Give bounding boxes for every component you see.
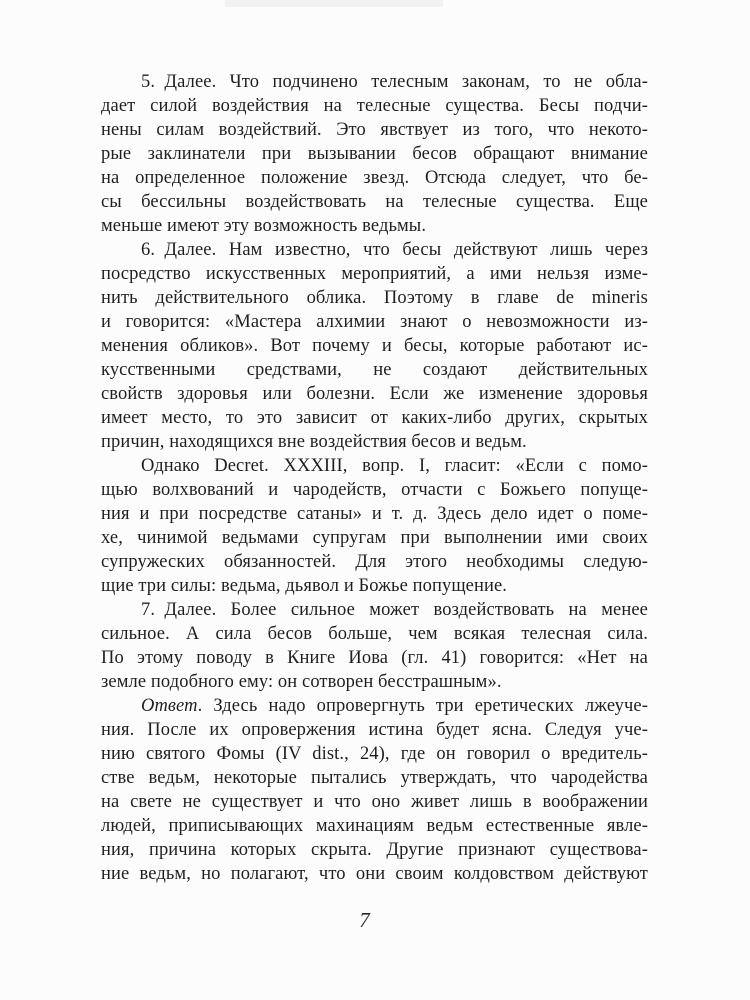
text-segment: 6. Далее. Нам известно, что бесы действуют лишь через	[141, 240, 648, 260]
italic-lead: Ответ	[141, 696, 198, 716]
text-segment: По этому поводу в Книге Иова (гл. 41) говорится: «Нет на	[101, 648, 648, 668]
text-segment: ния и при посредстве сатаны» и т. д. Здесь дело идет о поме-	[101, 504, 648, 524]
text-line	[101, 622, 648, 646]
text-line	[101, 142, 648, 166]
text-line	[101, 574, 648, 598]
paragraph	[101, 598, 648, 694]
text-line	[101, 598, 648, 622]
paragraph	[101, 454, 648, 598]
text-line	[101, 334, 648, 358]
text-segment: на определенное положение звезд. Отсюда следует, что бе-	[101, 168, 648, 188]
text-segment: нены силам воздействий. Это явствует из того, что некото-	[101, 120, 648, 140]
text-line	[101, 262, 648, 286]
text-segment: людей, приписывающих махинациям ведьм естественные явле-	[101, 816, 648, 836]
text-segment: нить действительного облика. Поэтому в главе de mineris	[101, 288, 648, 308]
text-line	[101, 790, 648, 814]
text-segment: имеет место, то это зависит от каких-либо других, скрытых	[101, 408, 648, 428]
text-line	[101, 694, 648, 718]
text-line	[101, 94, 648, 118]
text-segment: кусственными средствами, не создают действительных	[101, 360, 648, 380]
text-segment: менения обликов». Вот почему и бесы, которые работают ис-	[101, 336, 648, 356]
paragraph	[101, 238, 648, 454]
text-segment: причин, находящихся вне воздействия бесов и ведьм.	[101, 432, 527, 452]
text-line	[101, 286, 648, 310]
text-line	[101, 190, 648, 214]
text-segment: дает силой воздействия на телесные существа. Бесы подчи-	[101, 96, 648, 116]
text-segment: свойств здоровья или болезни. Если же изменение здоровья	[101, 384, 648, 404]
text-segment: на свете не существует и что оно живет лишь в воображении	[101, 792, 648, 812]
text-segment: щие три силы: ведьма, дьявол и Божье попущение.	[101, 576, 508, 596]
text-segment: земле подобного ему: он сотворен бесстрашным».	[101, 672, 502, 692]
text-segment: 7. Далее. Более сильное может воздействовать на менее	[141, 600, 648, 620]
text-line	[101, 118, 648, 142]
text-line	[101, 526, 648, 550]
text-line	[101, 382, 648, 406]
text-line	[101, 838, 648, 862]
text-line	[101, 430, 648, 454]
text-line	[101, 238, 648, 262]
text-line	[101, 670, 648, 694]
text-line	[101, 478, 648, 502]
text-segment: Однако Decret. XXXIII, вопр. I, гласит: «Если с помо-	[141, 456, 648, 476]
text-segment: ния. После их опровержения истина будет ясна. Следуя уче-	[101, 720, 648, 740]
text-line	[101, 766, 648, 790]
text-segment: сы бессильны воздействовать на телесные существа. Еще	[101, 192, 648, 212]
paragraph	[101, 70, 648, 238]
text-line	[101, 310, 648, 334]
page-number: 7	[359, 908, 370, 932]
text-line	[101, 742, 648, 766]
text-line	[101, 214, 648, 238]
text-segment: . Здесь надо опровергнуть три еретических лжеуче-	[197, 696, 648, 716]
text-segment: супружеских обязанностей. Для этого необходимы следую-	[101, 552, 648, 572]
text-segment: ния, причина которых скрыта. Другие признают существова-	[101, 840, 648, 860]
scan-edge-artifact	[225, 0, 443, 7]
text-line	[101, 718, 648, 742]
text-line	[101, 646, 648, 670]
text-segment: 5. Далее. Что подчинено телесным законам, то не обла-	[141, 72, 648, 92]
text-line	[101, 358, 648, 382]
page-text	[101, 70, 648, 886]
text-segment: посредство искусственных мероприятий, а ими нельзя изме-	[101, 264, 648, 284]
text-line	[101, 166, 648, 190]
text-segment: ние ведьм, но полагают, что они своим колдовством действуют	[101, 864, 648, 884]
text-segment: стве ведьм, некоторые пытались утверждать, что чародейства	[101, 768, 648, 788]
text-segment: хе, чинимой ведьмами супругам при выполнении ими своих	[101, 528, 648, 548]
text-line	[101, 550, 648, 574]
text-line	[101, 70, 648, 94]
text-segment: меньше имеют эту возможность ведьмы.	[101, 216, 427, 236]
text-segment: рые заклинатели при вызывании бесов обращают внимание	[101, 144, 648, 164]
text-segment: щью волхвований и чародейств, отчасти с Божьего попуще-	[101, 480, 648, 500]
text-segment: и говорится: «Мастера алхимии знают о невозможности из-	[101, 312, 648, 332]
text-line	[101, 862, 648, 886]
text-segment: сильное. А сила бесов больше, чем всякая телесная сила.	[101, 624, 648, 644]
text-line	[101, 454, 648, 478]
text-segment: нию святого Фомы (IV dist., 24), где он говорил о вредитель-	[101, 744, 648, 764]
paragraph	[101, 694, 648, 886]
text-line	[101, 814, 648, 838]
text-line	[101, 406, 648, 430]
text-line	[101, 502, 648, 526]
